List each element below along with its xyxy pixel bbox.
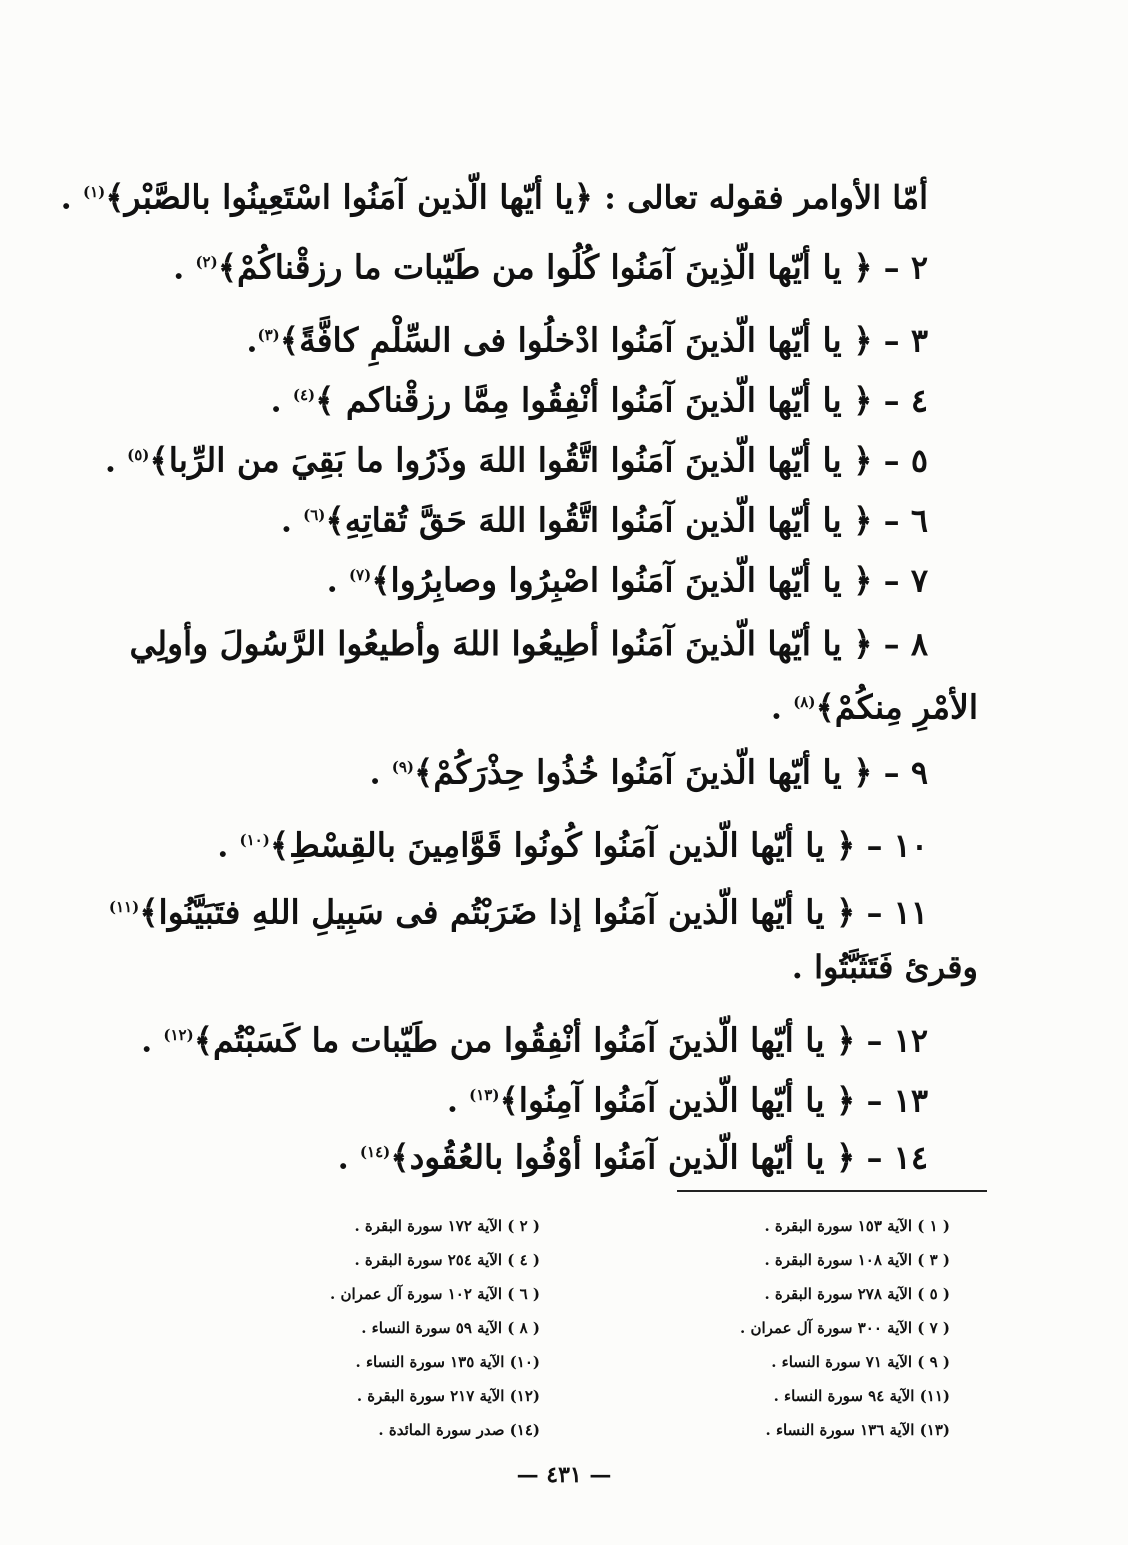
verse-ref: (١٠) <box>239 831 270 849</box>
verse-text: ﴿ يا أيّها الّذينَ آمَنُوا خُذُوا حِذْرَكُمْ﴾ <box>414 752 873 792</box>
verse-number: ١٣ – <box>866 1081 928 1120</box>
verse-number: ١٠ – <box>866 826 928 865</box>
verse-ref: (٧) <box>348 566 372 584</box>
verse-ref: (٢) <box>195 253 218 271</box>
verse-text: ﴿ يا أيّها الّذين آمَنُوا أوْفُوا بالعُقُود﴾ <box>390 1137 856 1177</box>
verse-line <box>369 745 928 795</box>
verse-line <box>105 433 928 483</box>
verse-text: ﴿ يا أيّها الّذين آمَنُوا آمِنُوا﴾ <box>499 1080 856 1120</box>
verse-text: ﴿ يا أيّها الّذينَ آمَنُوا أنْفِقُوا من طَيّبات ما كَسَبْتُم﴾ <box>193 1020 856 1060</box>
footnote: ( ٦ ) الآية ١٠٢ سورة آل عمران . <box>330 1285 540 1303</box>
verse-number: ٣ – <box>883 321 928 360</box>
verse-number: ٩ – <box>883 753 928 792</box>
verse-number: ١١ – <box>866 893 928 932</box>
footnote-divider <box>677 1190 987 1192</box>
verse-text: ﴿ يا أيّها الّذينَ آمَنُوا اتَّقُوا اللهَ وذَرُوا ما بَقِيَ من الرِّبا﴾ <box>149 440 873 480</box>
verse-end: . <box>280 501 304 540</box>
verse-line <box>173 240 928 290</box>
verse-line <box>109 885 928 935</box>
verse-line <box>141 1013 928 1063</box>
verse-continuation <box>771 680 978 730</box>
verse-end: . <box>104 441 128 480</box>
footnote: ( ١ ) الآية ١٥٣ سورة البقرة . <box>764 1217 950 1235</box>
footnote: (١٤) صدر سورة المائدة . <box>378 1421 540 1439</box>
verse-number: ٥ – <box>883 441 928 480</box>
verse-ref: (٥) <box>127 446 150 464</box>
verse-line <box>281 493 928 543</box>
footnote: ( ٣ ) الآية ١٠٨ سورة البقرة . <box>764 1251 950 1269</box>
verse-ref: (٤) <box>292 386 316 404</box>
footnote: ( ٤ ) الآية ٢٥٤ سورة البقرة . <box>354 1251 540 1269</box>
intro-end: . <box>60 178 83 217</box>
verse-end: . <box>770 688 794 727</box>
footnote: ( ٨ ) الآية ٥٩ سورة النساء . <box>361 1319 540 1337</box>
verse-ref: (١٢) <box>163 1026 194 1044</box>
verse-text: ﴿ يا أيّها الّذينَ آمَنُوا اصْبِرُوا وصابِرُوا﴾ <box>371 560 873 600</box>
intro-ref: (١) <box>82 183 106 201</box>
verse-line <box>217 818 928 868</box>
intro-line <box>61 170 928 220</box>
verse-number: ١٤ – <box>866 1138 928 1177</box>
verse-line <box>327 553 928 603</box>
verse-continuation <box>792 945 978 989</box>
verse-ref: (٣) <box>257 326 280 344</box>
verse-line <box>338 1130 928 1180</box>
verse-end: . <box>270 381 293 420</box>
verse-number: ٢ – <box>883 248 928 287</box>
verse-line <box>130 622 928 666</box>
footnote: ( ٧ ) الآية ٣٠٠ سورة آل عمران . <box>740 1319 950 1337</box>
verse-line <box>271 373 928 423</box>
verse-text: ﴿ يا أيّها الّذينَ آمَنُوا أطِيعُوا اللهَ وأطيعُوا الرَّسُولَ وأولِي <box>129 624 873 663</box>
verse-number: ٨ – <box>883 625 928 663</box>
verse-ref: (١٤) <box>359 1143 391 1161</box>
verse-ref: (١١) <box>108 898 140 916</box>
footnote: (١٣) الآية ١٣٦ سورة النساء . <box>765 1421 950 1439</box>
verse-end: . <box>217 826 240 865</box>
verse-end: . <box>141 1021 164 1060</box>
verse-text-cont: وقرئ فَتَثَبَّتُوا . <box>791 948 978 986</box>
verse-end: . <box>446 1081 470 1120</box>
verse-line <box>447 1073 928 1123</box>
verse-ref: (٩) <box>391 758 415 776</box>
verse-end: . <box>326 561 349 600</box>
verse-text: ﴿ يا أيّها الّذِينَ آمَنُوا كُلُوا من طَيّبات ما رزقْناكُمْ﴾ <box>217 247 873 287</box>
verse-end: . <box>246 321 258 360</box>
verse-number: ٤ – <box>883 381 928 420</box>
footnote: ( ٢ ) الآية ١٧٢ سورة البقرة . <box>354 1217 540 1235</box>
verse-ref: (٨) <box>793 693 816 711</box>
verse-text-cont: الأمْرِ مِنكُمْ﴾ <box>815 687 978 727</box>
verse-end: . <box>369 753 392 792</box>
verse-number: ١٢ – <box>866 1021 928 1060</box>
verse-text: ﴿ يا أيّها الّذينَ آمَنُوا ادْخلُوا فى السِّلْمِ كافَّةً﴾ <box>279 320 873 360</box>
verse-text: ﴿ يا أيّها الّذين آمَنُوا اتَّقُوا اللهَ حَقَّ تُقاتِهِ﴾ <box>325 500 873 540</box>
verse-number: ٧ – <box>883 561 928 600</box>
verse-number: ٦ – <box>883 501 928 540</box>
verse-ref: (١٣) <box>469 1086 500 1104</box>
verse-text: ﴿ يا أيّها الّذين آمَنُوا كُونُوا قَوَّامِينَ بالقِسْطِ﴾ <box>269 825 856 865</box>
footnote: (١١) الآية ٩٤ سورة النساء . <box>773 1387 950 1405</box>
verse-line <box>246 313 928 363</box>
intro-text: أمّا الأوامر فقوله تعالى : <box>592 178 928 217</box>
footnote: (١٢) الآية ٢١٧ سورة البقرة . <box>356 1387 540 1405</box>
verse-ref: (٦) <box>303 506 326 524</box>
footnote: (١٠) الآية ١٣٥ سورة النساء . <box>355 1353 540 1371</box>
verse-text: ﴿ يا أيّها الّذينَ آمَنُوا أنْفِقُوا مِمَّا رزقْناكم ﴾ <box>315 380 873 420</box>
verse-end: . <box>173 248 196 287</box>
page-number: — ٤٣١ — <box>516 1462 612 1488</box>
footnote: ( ٥ ) الآية ٢٧٨ سورة البقرة . <box>764 1285 950 1303</box>
footnote: ( ٩ ) الآية ٧١ سورة النساء . <box>771 1353 950 1371</box>
verse-end: . <box>337 1138 360 1177</box>
verse-text: ﴿ يا أيّها الّذين آمَنُوا إذا ضَرَبْتُم فى سَبِيلِ اللهِ فتَبَيَّنُوا﴾ <box>139 892 856 932</box>
intro-verse: ﴿يا أيّها الّذين آمَنُوا اسْتَعِينُوا بالصَّبْر﴾ <box>105 177 593 217</box>
